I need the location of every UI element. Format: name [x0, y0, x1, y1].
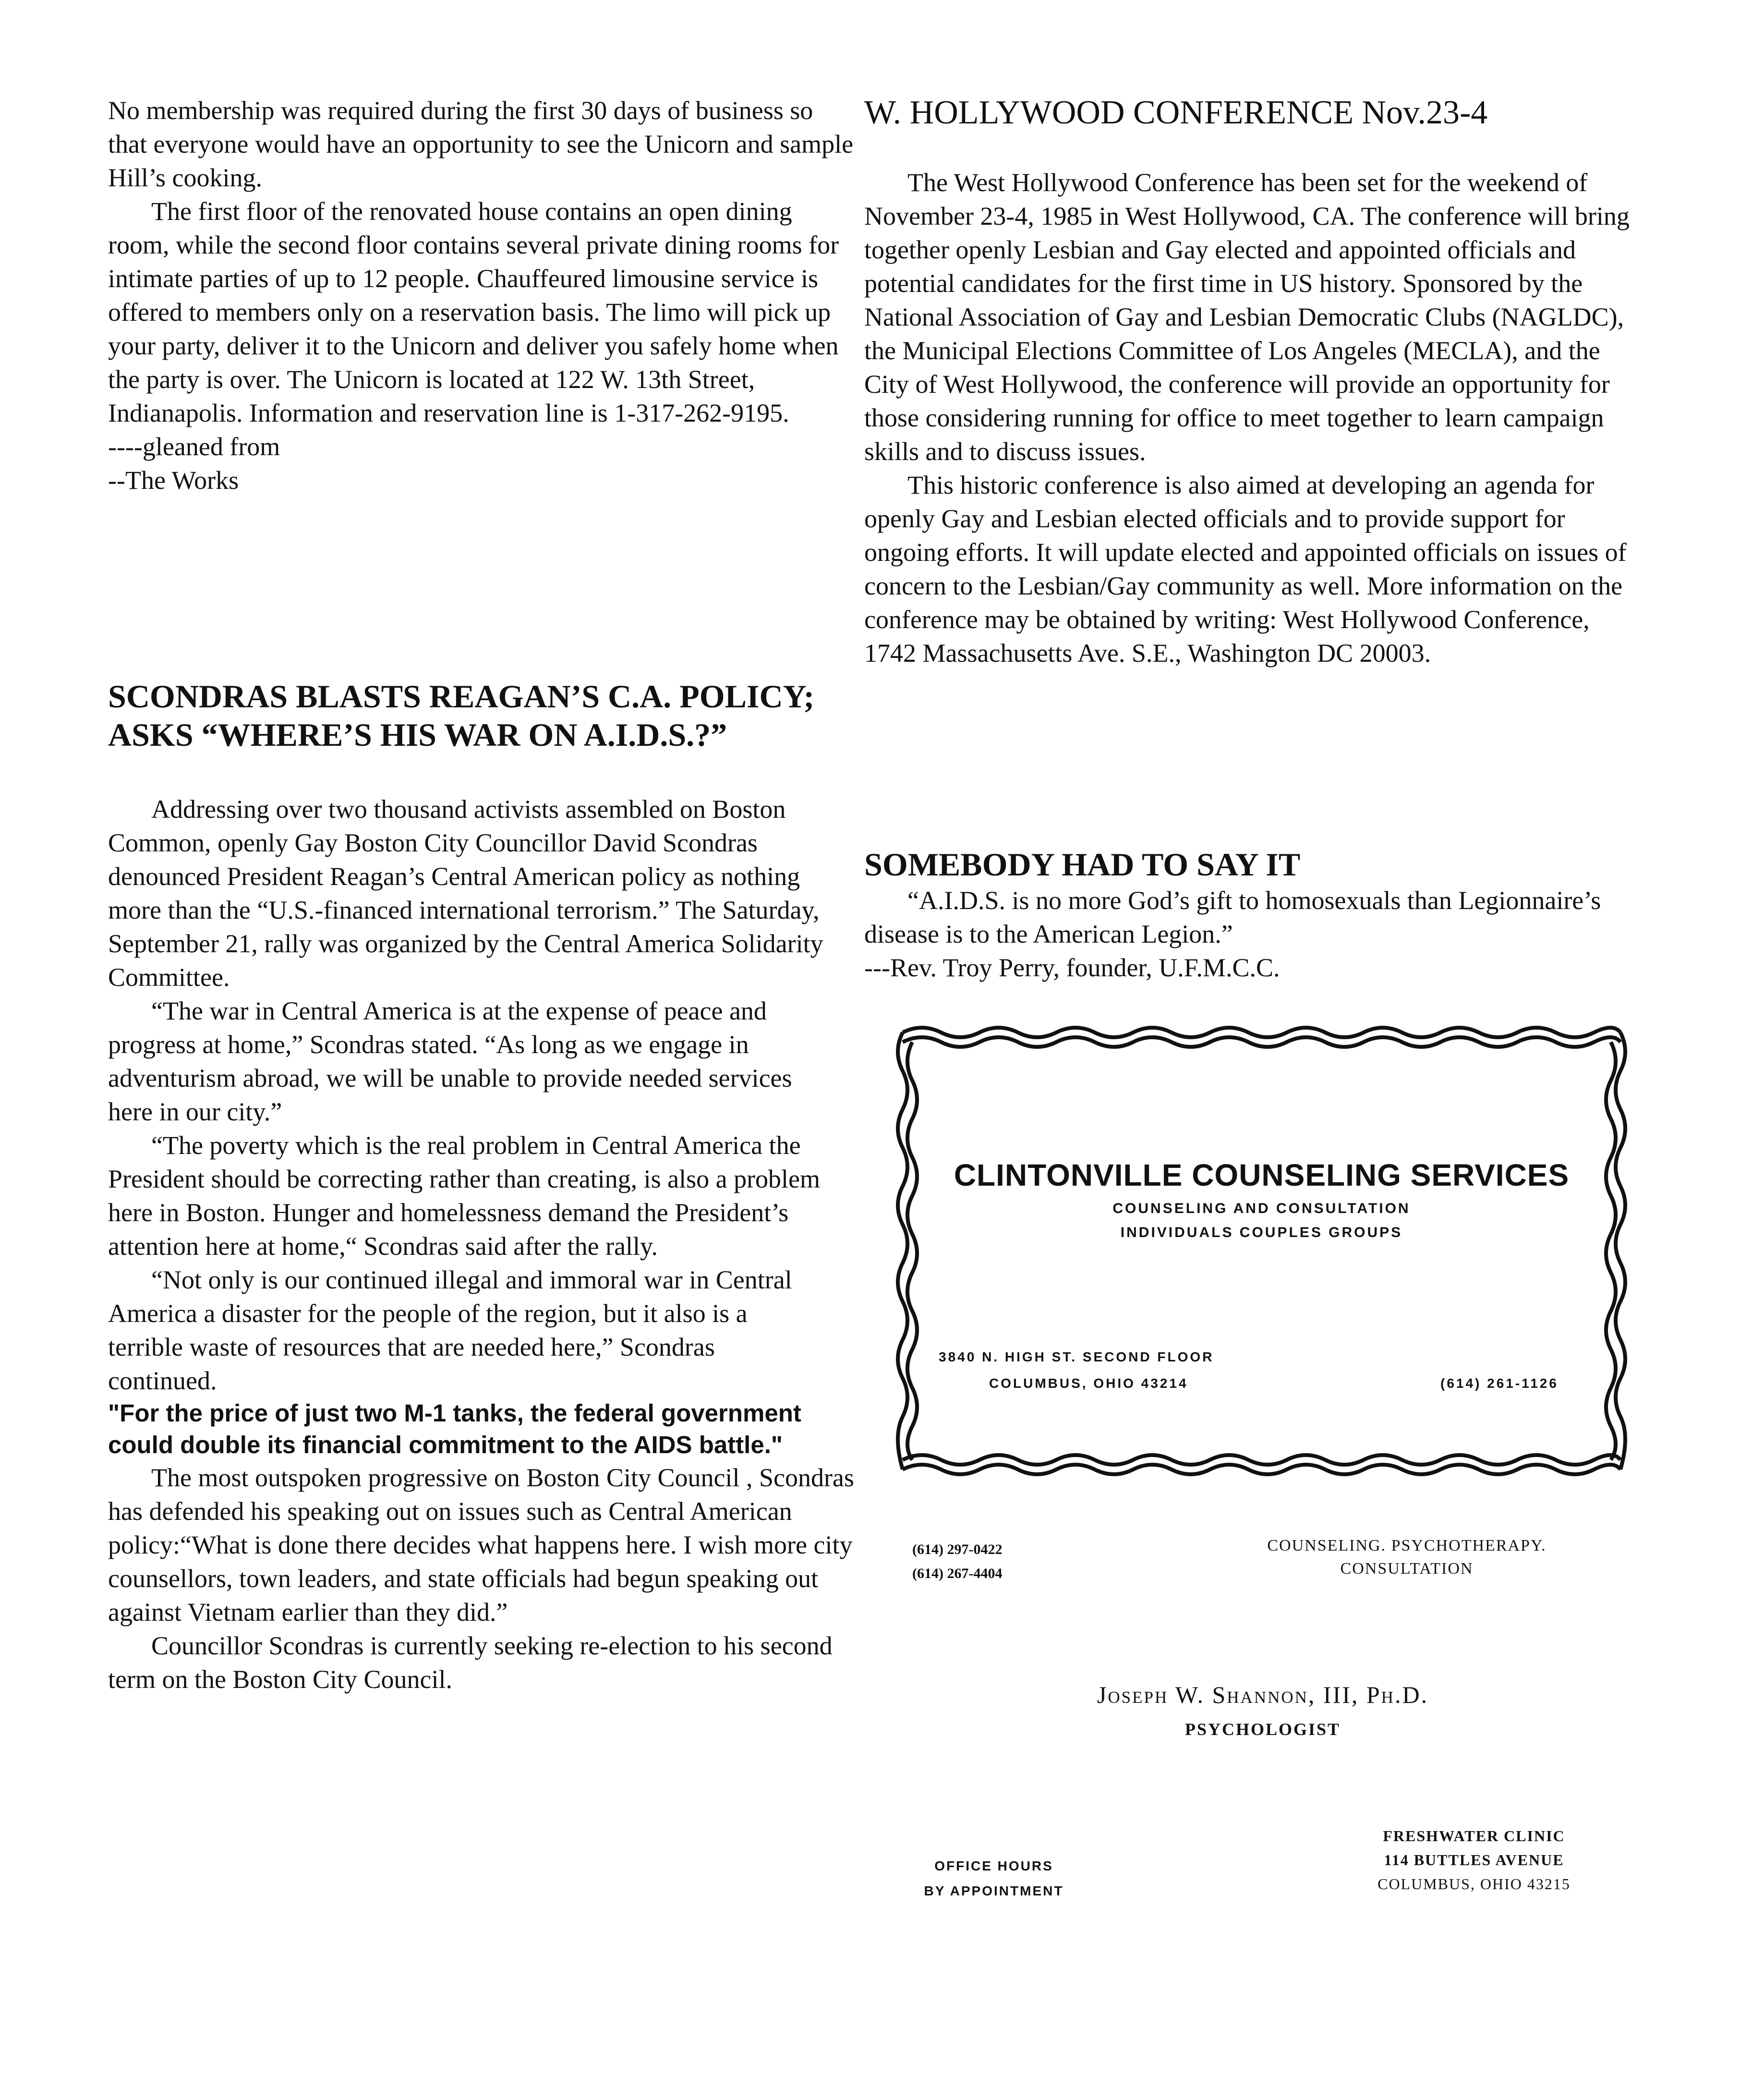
shannon-name: Joseph W. Shannon, III, Ph.D.: [1097, 1681, 1429, 1708]
clintonville-ad: [893, 1018, 1630, 1481]
unicorn-para-1: No membership was required during the first 30 days of business so that everyone would have an opportunity to see the Unicorn and sample Hill’s cooking.: [108, 96, 854, 192]
shannon-phone-2: (614) 267-4404: [912, 1566, 1003, 1581]
shannon-clinic-1: FRESHWATER CLINIC: [1383, 1827, 1565, 1845]
unicorn-article: [108, 94, 857, 497]
scondras-para-4: “Not only is our continued illegal and immoral war in Central America a disaster for the people of the region, but it also is a terrible waste of resources that are needed here,” Scondras continued.: [108, 1265, 792, 1395]
shannon-ad: [893, 1489, 1632, 1921]
shannon-clinic-2: 114 BUTTLES AVENUE: [1384, 1851, 1564, 1869]
shannon-hours-2: BY APPOINTMENT: [924, 1883, 1064, 1898]
scondras-bold-quote: "For the price of just two M-1 tanks, the federal government could double its financial commitment to the AIDS battle.": [108, 1399, 801, 1458]
clintonville-sub-2: INDIVIDUALS COUPLES GROUPS: [1120, 1225, 1403, 1240]
hollywood-headline: W. HOLLYWOOD CONFERENCE Nov.23-4: [864, 94, 1488, 131]
perry-quote: “A.I.D.S. is no more God’s gift to homosexuals than Legionnaire’s disease is to the American Legion.”: [864, 886, 1601, 948]
shannon-phone-1: (614) 297-0422: [912, 1542, 1003, 1557]
perry-credit: ---Rev. Troy Perry, founder, U.F.M.C.C.: [864, 953, 1280, 982]
wavy-border: [893, 1018, 1630, 1481]
hollywood-para-1: The West Hollywood Conference has been set for the weekend of November 23-4, 1985 in West Hollywood, CA. The conference will bring together openly Lesbian and Gay elected and appointed officials and potential candidates for the first time in US history. Sponsored by the National Association of Gay and Lesbian Democratic Clubs (NAGLDC), the Municipal Elections Committee of Los Angeles (MECLA), and the City of West Hollywood, the conference will provide an opportunity for those considering running for office to meet together to learn campaign skills and to discuss issues.: [864, 168, 1630, 466]
scondras-para-6: Councillor Scondras is currently seeking re-election to his second term on the Boston City Council.: [108, 1631, 833, 1694]
scondras-para-5: The most outspoken progressive on Boston City Council , Scondras has defended his speaking out on issues such as Central American policy:“What is done there decides what happens here. I wish more city counsellors, town leaders, and state officials had begun speaking out against Vietnam earlier than they did.”: [108, 1463, 854, 1627]
credit-gleaned: ----gleaned from: [108, 432, 280, 461]
somebody-headline: SOMEBODY HAD TO SAY IT: [864, 846, 1301, 883]
scondras-article: [108, 677, 854, 1696]
clintonville-sub-1: COUNSELING AND CONSULTATION: [1112, 1201, 1411, 1216]
credit-source: --The Works: [108, 466, 239, 495]
scondras-para-1: Addressing over two thousand activists assembled on Boston Common, openly Gay Boston City Councillor David Scondras denounced President Reagan’s Central American policy as nothing more than the “U.S.-financed international terrorism.” The Saturday, September 21, rally was organized by the Central America Solidarity Committee.: [108, 795, 823, 992]
shannon-services-1: COUNSELING. PSYCHOTHERAPY.: [1267, 1537, 1547, 1554]
hollywood-para-2: This historic conference is also aimed at developing an agenda for openly Gay and Lesbian elected officials and to provide support for ongoing efforts. It will update elected and appointed officials on issues of concern to the Lesbian/Gay community as well. More information on the conference may be obtained by writing: West Hollywood Conference, 1742 Massachusetts Ave. S.E., Washington DC 20003.: [864, 471, 1627, 668]
scondras-para-3: “The poverty which is the real problem in Central America the President should be correcting rather than creating, is also a problem here in Boston. Hunger and homelessness demand the President’s attention here at home,“ Scondras said after the rally.: [108, 1131, 821, 1261]
clintonville-name: CLINTONVILLE COUNSELING SERVICES: [954, 1158, 1570, 1192]
somebody-article: [864, 845, 1632, 984]
shannon-services-2: CONSULTATION: [1340, 1560, 1474, 1578]
hollywood-article: [864, 94, 1632, 670]
shannon-title: PSYCHOLOGIST: [1184, 1720, 1341, 1739]
clintonville-addr-1: 3840 N. HIGH ST. SECOND FLOOR: [939, 1349, 1214, 1364]
shannon-hours-1: OFFICE HOURS: [934, 1858, 1053, 1873]
scondras-para-2: “The war in Central America is at the expense of peace and progress at home,” Scondras stated. “As long as we engage in adventurism abroad, we will be unable to provide needed services here in our city.”: [108, 996, 792, 1126]
clintonville-addr-2: COLUMBUS, OHIO 43214: [989, 1376, 1188, 1391]
clintonville-phone: (614) 261-1126: [1440, 1376, 1559, 1391]
shannon-clinic-3: COLUMBUS, OHIO 43215: [1378, 1875, 1571, 1893]
unicorn-para-2: The first floor of the renovated house contains an open dining room, while the second floor contains several private dining rooms for intimate parties of up to 12 people. Chauffeured limousine service is offered to members only on a reservation basis. The limo will pick up your party, deliver it to the Unicorn and deliver you safely home when the party is over. The Unicorn is located at 122 W. 13th Street, Indianapolis. Information and reservation line is 1-317-262-9195.: [108, 197, 839, 427]
scondras-headline: SCONDRAS BLASTS REAGAN’S C.A. POLICY; ASKS “WHERE’S HIS WAR ON A.I.D.S.?”: [108, 678, 815, 753]
